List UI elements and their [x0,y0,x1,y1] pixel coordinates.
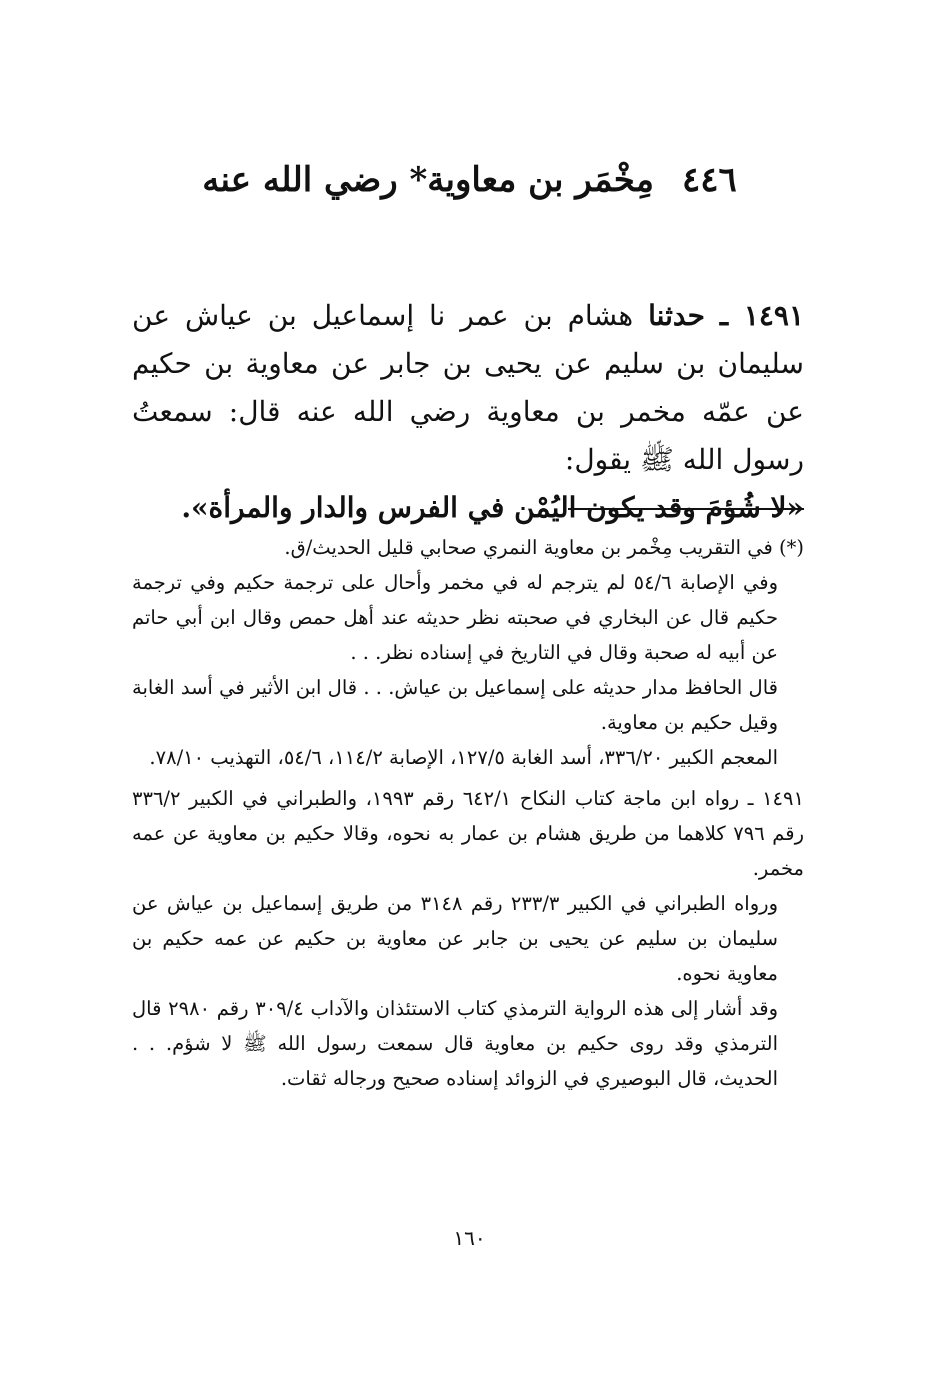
chapter-name: مِخْمَر بن معاوية* رضي الله عنه [202,160,654,200]
footnote-divider [568,508,804,510]
footnote-line: وقد أشار إلى هذه الرواية الترمذي كتاب الاستئذان والآداب ٣٠٩/٤ رقم ٢٩٨٠ قال الترمذي وقد روى حكيم بن معاوية قال سمعت رسول الله ﷺ لا شؤم. . . الحديث، قال البوصيري في الزوائد إسناده صحيح ورجاله ثقات. [132,997,778,1090]
chapter-title [0,160,939,200]
hadith-number: ١٤٩١ ـ [719,299,804,332]
main-text [132,292,804,532]
footnote-line: ١٤٩١ ـ رواه ابن ماجة كتاب النكاح ٦٤٢/١ رقم ١٩٩٣، والطبراني في الكبير ٣٣٦/٢ رقم ٧٩٦ كلاهما من طريق هشام بن عمار به نحوه، وقالا حكيم بن معاوية عن عمه مخمر. [132,787,805,880]
isnad-paragraph [132,292,804,484]
footnote-line: المعجم الكبير ٣٣٦/٢٠، أسد الغابة ١٢٧/٥، الإصابة ١١٤/٢، ٥٤/٦، التهذيب ٧٨/١٠. [149,746,778,769]
page-number: ١٦٠ [453,1226,486,1250]
isnad-text: هشام بن عمر نا إسماعيل بن عياش عن سليمان بن سليم عن يحيى بن جابر عن معاوية بن حكيم عن عمّه مخمر بن معاوية رضي الله عنه قال: سمعتُ رسول الله ﷺ يقول: [132,299,804,476]
chapter-number: ٤٤٦ [681,160,737,200]
hadith-lead: حدثنا [648,299,705,332]
hadith-text: «لا شُؤمَ وقد يكون اليُمْن في الفرس والدار والمرأة». [181,491,804,524]
footnotes [132,530,804,1096]
footnote-line: وفي الإصابة ٥٤/٦ لم يترجم له في مخمر وأحال على ترجمة حكيم وفي ترجمة حكيم قال عن البخاري في صحبته نظر حديثه عند أهل حمص وقال ابن أبي حاتم عن أبيه له صحبة وقال في التاريخ في إسناده نظر. . . [132,571,778,664]
footnote-line: قال الحافظ مدار حديثه على إسماعيل بن عياش. . . قال ابن الأثير في أسد الغابة وقيل حكيم بن معاوية. [132,676,778,734]
footnote-line: (*) في التقريب مِخْمر بن معاوية النمري صحابي قليل الحديث/ق. [284,536,804,559]
footnote-line: ورواه الطبراني في الكبير ٢٣٣/٣ رقم ٣١٤٨ من طريق إسماعيل بن عياش عن سليمان بن سليم عن يحيى بن جابر عن معاوية بن حكيم عن عمه حكيم بن معاوية نحوه. [132,892,778,985]
